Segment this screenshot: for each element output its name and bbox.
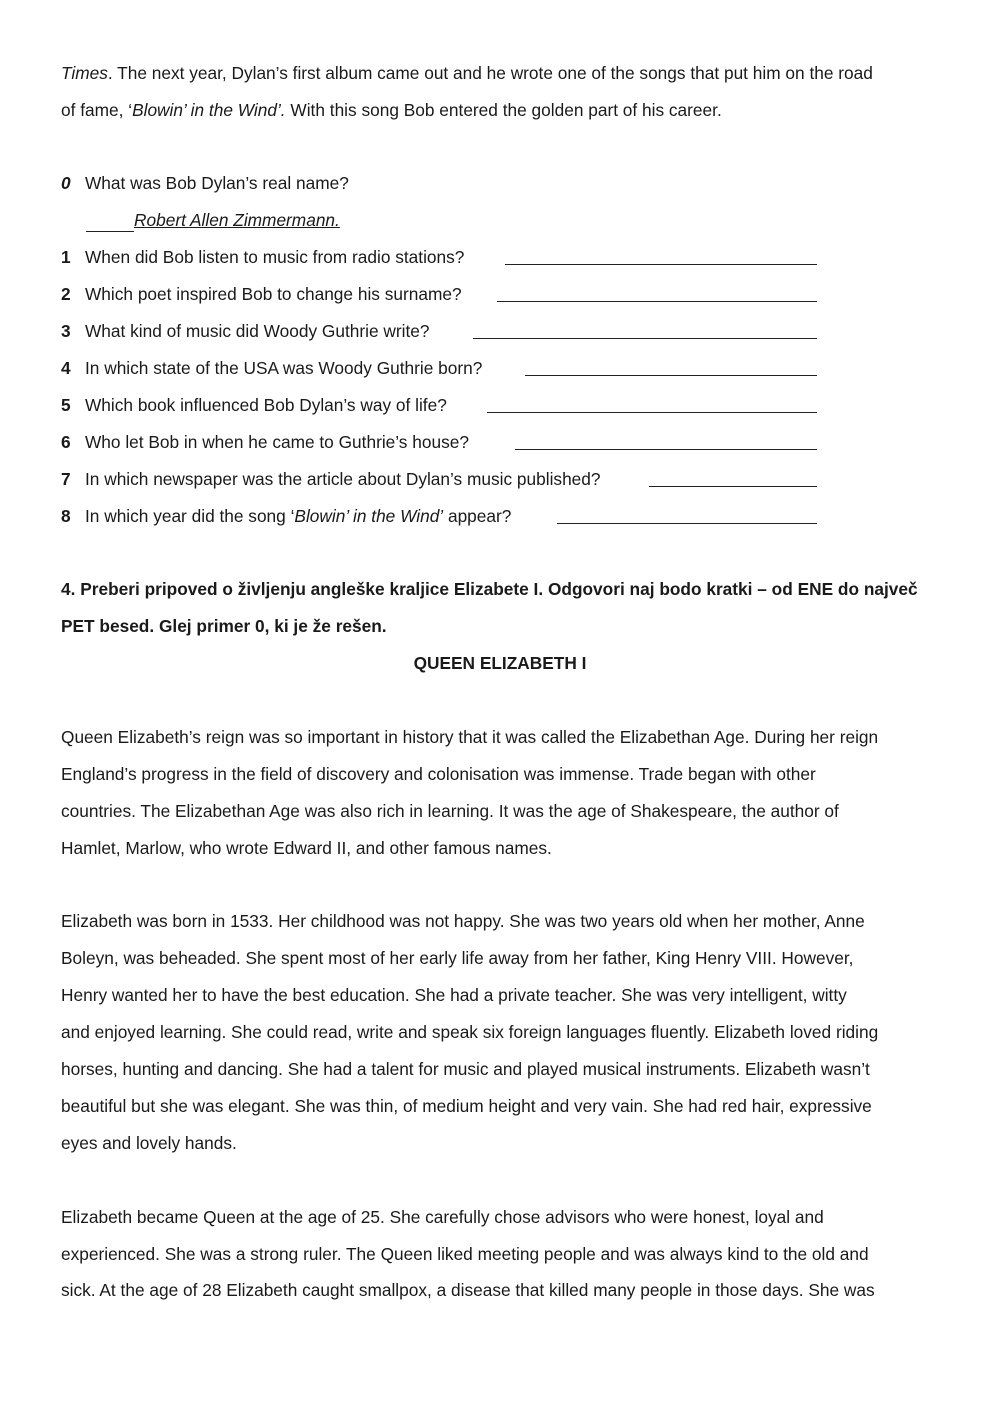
paragraph-1-line: Queen Elizabeth’s reign was so important in history that it was called the Elizabethan Age. During her reign [61,727,879,747]
question-number: 6 [61,432,71,452]
question-number: 4 [61,358,71,378]
answer-blank[interactable] [505,264,817,265]
question-number: 7 [61,469,71,489]
question-text: What kind of music did Woody Guthrie write? [85,321,430,341]
paragraph-2-line: Henry wanted her to have the best education. She had a private teacher. She was very intelligent, witty [61,985,847,1005]
text-title: QUEEN ELIZABETH I [413,653,587,673]
question-number: 2 [61,284,71,304]
question-2 [61,283,821,305]
question-text: Who let Bob in when he came to Guthrie’s house? [85,432,469,452]
paragraph-2-line: eyes and lovely hands. [61,1133,237,1153]
paragraph-2-line: and enjoyed learning. She could read, write and speak six foreign languages fluently. Elizabeth loved riding [61,1022,879,1042]
intro-song-title: Blowin’ in the Wind’. [132,100,286,120]
example-number: 0 [61,173,71,193]
question-text: Which book influenced Bob Dylan’s way of life? [85,395,447,415]
question-4 [61,357,821,379]
question-1 [61,246,821,268]
intro-line-2 [61,99,722,121]
question-text-end: appear? [443,506,512,526]
answer-blank[interactable] [473,338,817,339]
paragraph-2-line: Boleyn, was beheaded. She spent most of her early life away from her father, King Henry VIII. However, [61,948,854,968]
question-number: 5 [61,395,71,415]
paragraph-1-line: countries. The Elizabethan Age was also rich in learning. It was the age of Shakespeare, the author of [61,801,839,821]
intro-times: Times [61,63,108,83]
example-answer-blank [86,209,134,232]
answer-blank[interactable] [525,375,817,376]
answer-blank[interactable] [487,412,817,413]
answer-blank[interactable] [497,301,817,302]
question-5 [61,394,821,416]
question-text: Which poet inspired Bob to change his surname? [85,284,462,304]
example-answer-text: Robert Allen Zimmermann. [134,210,340,230]
question-6 [61,431,821,453]
task4-instruction-line-2: PET besed. Glej primer 0, ki je že rešen. [61,616,387,636]
question-number: 3 [61,321,71,341]
intro-line-1 [61,62,873,84]
paragraph-2-line: horses, hunting and dancing. She had a talent for music and played musical instruments. Elizabeth wasn’t [61,1059,870,1079]
answer-blank[interactable] [649,486,817,487]
paragraph-3-line: Elizabeth became Queen at the age of 25. She carefully chose advisors who were honest, loyal and [61,1207,824,1227]
intro-line-1-text: . The next year, Dylan’s first album came out and he wrote one of the songs that put him on the road [107,63,873,83]
answer-blank[interactable] [515,449,817,450]
intro-line-2-post: With this song Bob entered the golden part of his career. [285,100,722,120]
question-text: When did Bob listen to music from radio stations? [85,247,465,267]
question-number: 8 [61,506,71,526]
paragraph-1-line: Hamlet, Marlow, who wrote Edward II, and other famous names. [61,838,552,858]
paragraph-3-line: sick. At the age of 28 Elizabeth caught smallpox, a disease that killed many people in those days. She was [61,1280,875,1300]
example-question-text: What was Bob Dylan’s real name? [85,173,349,193]
task4-instruction-line-1: 4. Preberi pripoved o življenju angleške kraljice Elizabete I. Odgovori naj bodo kratki – od ENE do največ [61,579,918,599]
question-7 [61,468,821,490]
answer-blank[interactable] [557,523,817,524]
example-question [61,172,821,194]
question-text: In which newspaper was the article about Dylan’s music published? [85,469,601,489]
question-text: In which state of the USA was Woody Guthrie born? [85,358,483,378]
paragraph-3-line: experienced. She was a strong ruler. The Queen liked meeting people and was always kind to the old and [61,1244,869,1264]
paragraph-1-line: England’s progress in the field of discovery and colonisation was immense. Trade began with other [61,764,816,784]
question-8 [61,505,821,527]
question-song-title: Blowin’ in the Wind’ [294,506,444,526]
paragraph-2-line: Elizabeth was born in 1533. Her childhood was not happy. She was two years old when her mother, Anne [61,911,865,931]
example-answer [86,209,340,232]
question-number: 1 [61,247,71,267]
question-text: In which year did the song ‘ [85,506,295,526]
question-3 [61,320,821,342]
intro-line-2-pre: of fame, ‘ [61,100,133,120]
paragraph-2-line: beautiful but she was elegant. She was thin, of medium height and very vain. She had red hair, expressive [61,1096,872,1116]
